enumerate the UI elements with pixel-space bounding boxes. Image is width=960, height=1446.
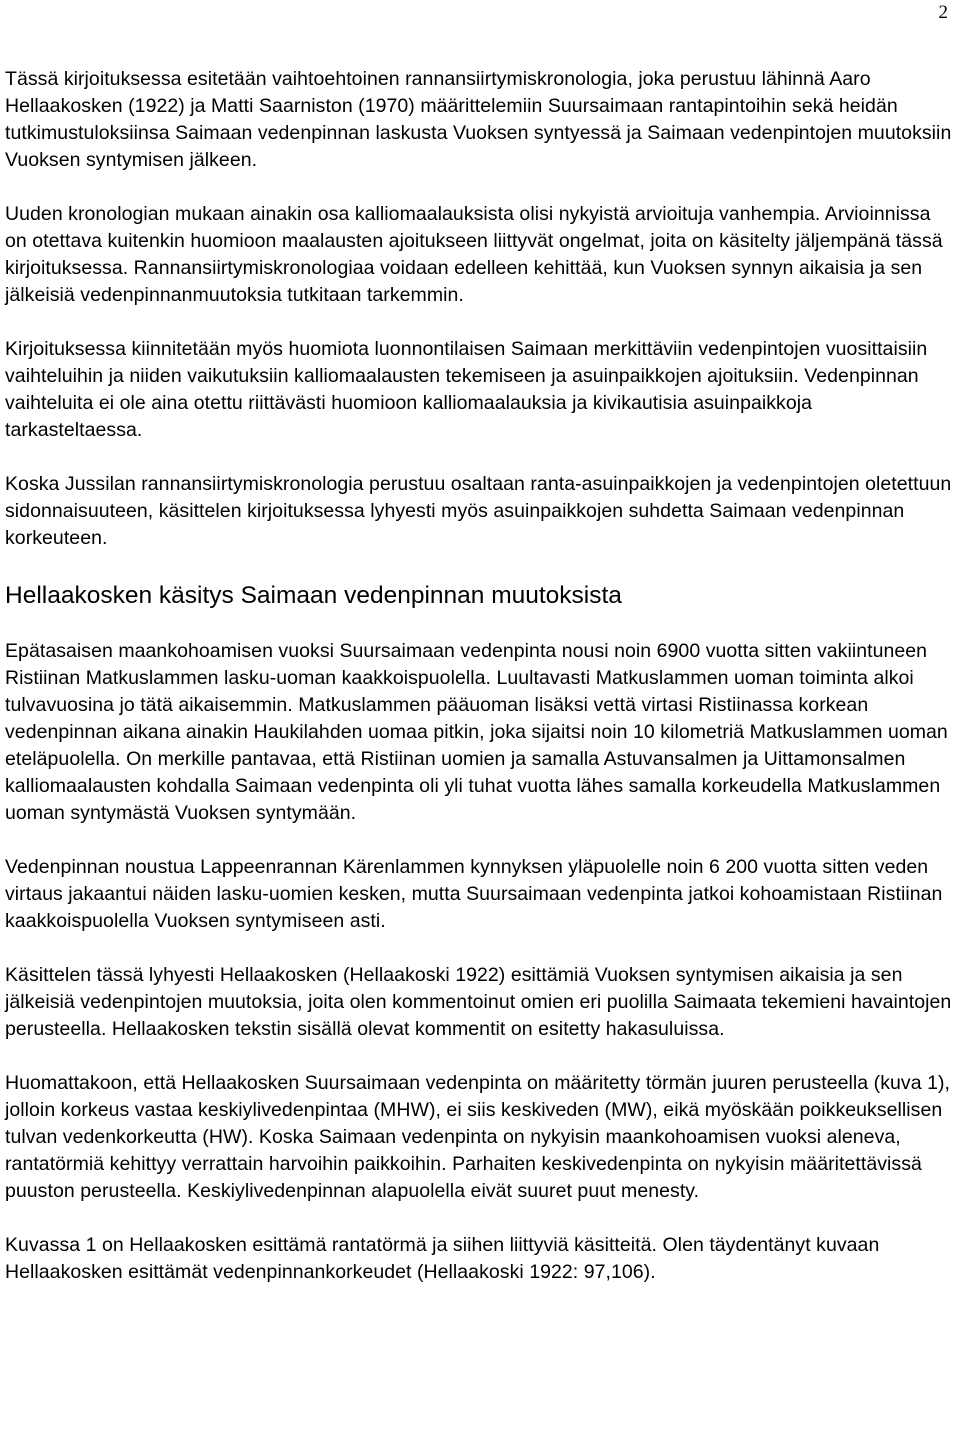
document-body (5, 66, 953, 1313)
paragraph-water-level-definition: Huomattakoon, että Hellaakosken Suursaimaan vedenpinta on määritetty törmän juuren perusteella (kuva 1), jolloin korkeus vastaa keskiylivedenpintaa (MHW), ei siis keskiveden (MW), eikä myöskään poikkeuksellisen tulvan vedenkorkeutta (HW). Koska Saimaan vedenpinta on nykyisin maankohoamisen vuoksi aleneva, rantatörmiä kehittyy verrattain harvoihin paikkoihin. Parhaiten keskivedenpinta on nykyisin määritettävissä puuston perusteella. Keskiylivedenpinnan alapuolella eivät suuret puut menesty. (5, 1072, 950, 1202)
paragraph-hellaakoski-comments: Käsittelen tässä lyhyesti Hellaakosken (Hellaakoski 1922) esittämiä Vuoksen syntymisen aikaisia ja sen jälkeisiä vedenpintojen muutoksia, joita olen kommentoinut omien eri puolilla Saimaata tekemieni havaintojen perusteella. Hellaakosken tekstin sisällä olevat kommentit on esitetty hakasuluissa. (5, 964, 952, 1040)
section-heading: Hellaakosken käsitys Saimaan vedenpinnan muutoksista (5, 582, 622, 609)
paragraph-karenlampi-threshold: Vedenpinnan noustua Lappeenrannan Kärenlammen kynnyksen yläpuolelle noin 6 200 vuotta sitten veden virtaus jakaantui näiden lasku-uomien kesken, mutta Suursaimaan vedenpinta jatkoi kohoamistaan Ristiinan kaakkoispuolella Vuoksen syntymiseen asti. (5, 856, 943, 932)
paragraph-new-chronology: Uuden kronologian mukaan ainakin osa kalliomaalauksista olisi nykyistä arvioituja vanhempia. Arvioinnissa on otettava kuitenkin huomioon maalausten ajoitukseen liittyvät ongelmat, joita on käsitelty jäljempänä tässä kirjoituksessa. Rannansiirtymiskronologiaa voidaan edelleen kehittää, kun Vuoksen synnyn aikaisia ja sen jälkeisiä vedenpinnanmuutoksia tutkitaan tarkemmin. (5, 203, 943, 306)
page-number: 2 (938, 2, 948, 23)
paragraph-intro: Tässä kirjoituksessa esitetään vaihtoehtoinen rannansiirtymiskronologia, joka perustuu lähinnä Aaro Hellaakosken (1922) ja Matti Saarniston (1970) määrittelemiin Suursaimaan rantapintoihin sekä heidän tutkimustuloksiinsa Saimaan vedenpinnan laskusta Vuoksen syntyessä ja Saimaan vedenpintojen muutoksiin Vuoksen syntymisen jälkeen. (5, 68, 952, 171)
paragraph-settlement-relation: Koska Jussilan rannansiirtymiskronologia perustuu osaltaan ranta-asuinpaikkojen ja vedenpintojen oletettuun sidonnaisuuteen, käsittelen kirjoituksessa lyhyesti myös asuinpaikkojen suhdetta Saimaan vedenpinnan korkeuteen. (5, 473, 952, 549)
paragraph-figure-reference: Kuvassa 1 on Hellaakosken esittämä rantatörmä ja siihen liittyviä käsitteitä. Olen täydentänyt kuvaan Hellaakosken esittämät vedenpinnankorkeudet (Hellaakoski 1922: 97,106). (5, 1234, 880, 1283)
paragraph-uneven-uplift: Epätasaisen maankohoamisen vuoksi Suursaimaan vedenpinta nousi noin 6900 vuotta sitten vakiintuneen Ristiinan Matkuslammen lasku-uoman kaakkoispuolella. Luultavasti Matkuslammen uoman toiminta alkoi tulvavuosina jo tätä aikaisemmin. Matkuslammen pääuoman lisäksi vettä virtasi Ristiinassa korkean vedenpinnan aikana ainakin Haukilahden uomaa pitkin, joka sijaitsi noin 10 kilometriä Matkuslammen uoman eteläpuolella. On merkille pantavaa, että Ristiinan uomien ja samalla Astuvansalmen ja Uittamonsalmen kalliomaalausten kohdalla Saimaan vedenpinta oli yli tuhat vuotta lähes samalla korkeudella Matkuslammen uoman syntymästä Vuoksen syntymään. (5, 640, 948, 824)
paragraph-water-level-variation: Kirjoituksessa kiinnitetään myös huomiota luonnontilaisen Saimaan merkittäviin vedenpintojen vuosittaisiin vaihteluihin ja niiden vaikutuksiin kalliomaalausten tekemiseen ja asuinpaikkojen ajoituksiin. Vedenpinnan vaihteluita ei ole aina otettu riittävästi huomioon kalliomaalauksia ja kivikautisia asuinpaikkoja tarkasteltaessa. (5, 338, 928, 441)
